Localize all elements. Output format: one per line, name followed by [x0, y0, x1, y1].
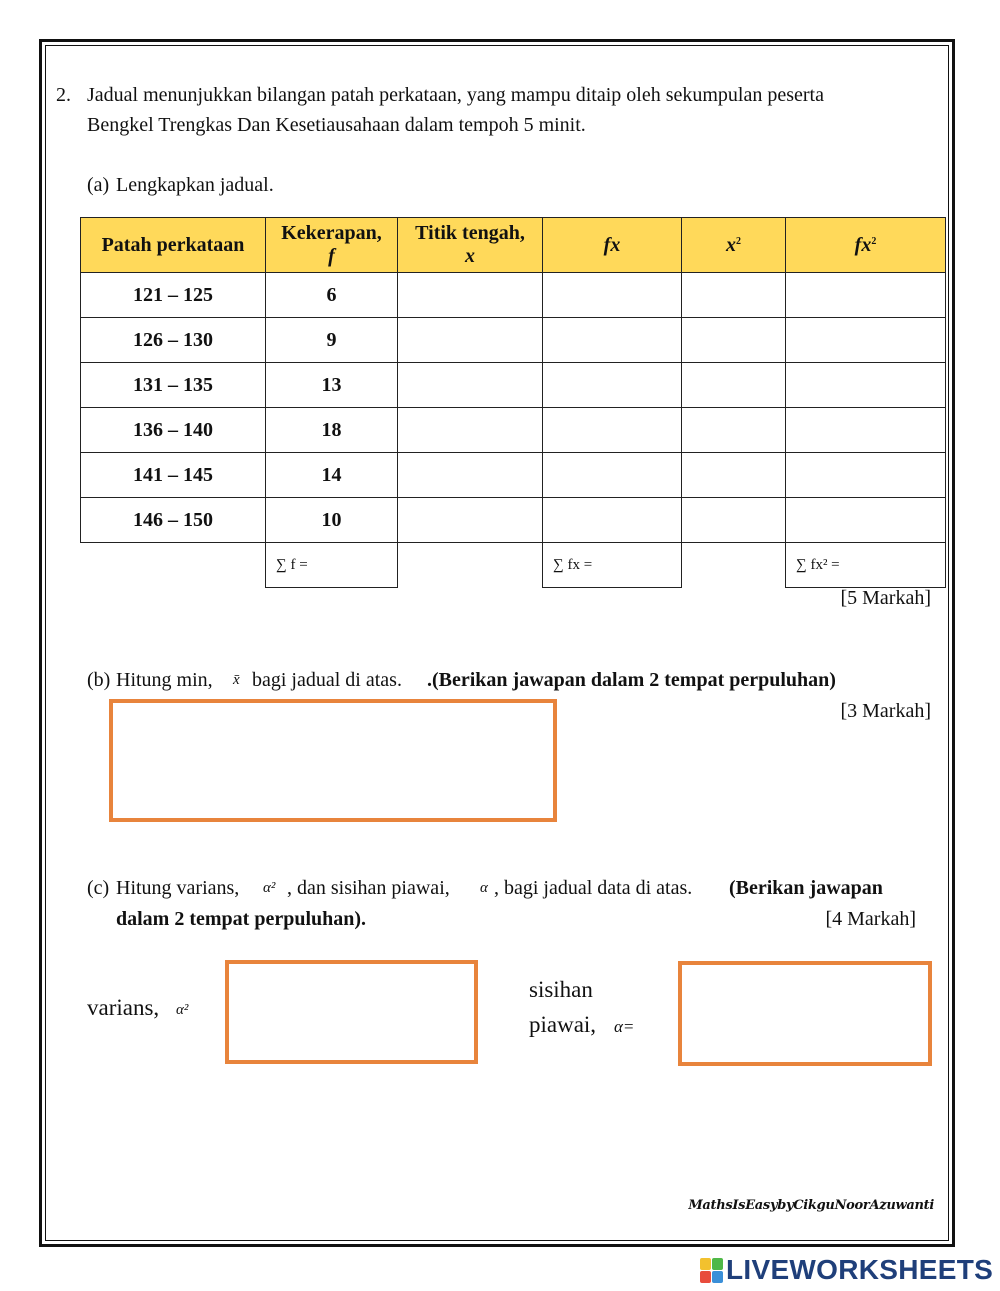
part-c-text2: , dan sisihan piawai,	[287, 877, 450, 899]
variance-symbol: α²	[263, 880, 276, 896]
part-a-marks: [5 Markah]	[840, 587, 931, 609]
mean-answer-box[interactable]	[109, 699, 557, 822]
frequency-cell: 10	[266, 498, 398, 543]
table-row	[81, 363, 946, 408]
part-c-label: (c)	[87, 877, 110, 899]
frequency-table	[80, 217, 946, 588]
fx-input-cell[interactable]	[543, 363, 682, 408]
header-titik-tengah: Titik tengah, x	[398, 218, 543, 273]
author-signature: MathsIsEasybyCikguNoorAzuwanti	[688, 1198, 934, 1213]
x-squared-input-cell[interactable]	[682, 363, 786, 408]
sisihan-label-line1: sisihan	[529, 977, 593, 1002]
empty-cell	[682, 543, 786, 588]
question-number: 2.	[56, 84, 71, 106]
fx-squared-input-cell[interactable]	[786, 453, 946, 498]
question-intro-line1: Jadual menunjukkan bilangan patah perkataan, yang mampu ditaip oleh sekumpulan peserta	[87, 84, 824, 106]
sum-f-cell[interactable]: ∑ f =	[266, 543, 398, 588]
part-b-text-before: Hitung min,	[116, 669, 213, 691]
varians-symbol: α²	[176, 1002, 189, 1018]
liveworksheets-text: LIVEWORKSHEETS	[726, 1254, 994, 1285]
part-b-instruction: .(Berikan jawapan dalam 2 tempat perpuluhan)	[427, 669, 836, 691]
liveworksheets-logo[interactable]	[700, 1255, 993, 1285]
fx-squared-input-cell[interactable]	[786, 408, 946, 453]
midpoint-input-cell[interactable]	[398, 453, 543, 498]
part-c-instruction2: dalam 2 tempat perpuluhan).	[116, 908, 367, 930]
empty-cell	[398, 543, 543, 588]
part-b-text-after: bagi jadual di atas.	[252, 669, 402, 691]
sisihan-symbol: α=	[614, 1017, 635, 1036]
midpoint-input-cell[interactable]	[398, 498, 543, 543]
range-cell: 126 – 130	[81, 318, 266, 363]
range-cell: 121 – 125	[81, 273, 266, 318]
frequency-cell: 13	[266, 363, 398, 408]
table-row	[81, 318, 946, 363]
fx-input-cell[interactable]	[543, 318, 682, 363]
fx-input-cell[interactable]	[543, 408, 682, 453]
table-row	[81, 498, 946, 543]
sum-fx-cell[interactable]: ∑ fx =	[543, 543, 682, 588]
header-kekerapan: Kekerapan, f	[266, 218, 398, 273]
midpoint-input-cell[interactable]	[398, 408, 543, 453]
range-cell: 136 – 140	[81, 408, 266, 453]
fx-squared-input-cell[interactable]	[786, 273, 946, 318]
range-cell: 141 – 145	[81, 453, 266, 498]
sisihan-label-line2: piawai,	[529, 1012, 597, 1037]
x-squared-input-cell[interactable]	[682, 453, 786, 498]
table-sum-row	[81, 543, 946, 588]
fx-input-cell[interactable]	[543, 498, 682, 543]
frequency-cell: 9	[266, 318, 398, 363]
part-c-text1: Hitung varians,	[116, 877, 240, 899]
part-a-label: (a)	[87, 174, 110, 196]
header-fx-squared: $fx^2$	[786, 218, 946, 273]
range-cell: 146 – 150	[81, 498, 266, 543]
frequency-cell: 6	[266, 273, 398, 318]
part-c-instruction1: (Berikan jawapan	[729, 877, 883, 899]
x-squared-input-cell[interactable]	[682, 273, 786, 318]
x-squared-input-cell[interactable]	[682, 318, 786, 363]
fx-squared-input-cell[interactable]	[786, 363, 946, 408]
question-intro-line2: Bengkel Trengkas Dan Kesetiausahaan dalam tempoh 5 minit.	[87, 114, 586, 136]
fx-squared-input-cell[interactable]	[786, 318, 946, 363]
sd-symbol: α	[480, 880, 488, 896]
part-c-marks: [4 Markah]	[825, 908, 916, 930]
empty-cell	[81, 543, 266, 588]
varians-label: varians,	[87, 995, 160, 1020]
header-x-squared: $x^2$	[682, 218, 786, 273]
part-b-label: (b)	[87, 669, 111, 691]
variance-answer-box[interactable]	[225, 960, 478, 1064]
fx-input-cell[interactable]	[543, 453, 682, 498]
part-b-marks: [3 Markah]	[840, 700, 931, 722]
midpoint-input-cell[interactable]	[398, 363, 543, 408]
range-cell: 131 – 135	[81, 363, 266, 408]
table-row	[81, 408, 946, 453]
midpoint-input-cell[interactable]	[398, 318, 543, 363]
part-a-text: Lengkapkan jadual.	[116, 174, 274, 196]
x-squared-input-cell[interactable]	[682, 408, 786, 453]
table-header-row	[81, 218, 946, 273]
frequency-cell: 14	[266, 453, 398, 498]
sum-fx-squared-cell[interactable]: ∑ fx² =	[786, 543, 946, 588]
part-c-text3: , bagi jadual data di atas.	[494, 877, 693, 899]
sd-answer-box[interactable]	[678, 961, 932, 1066]
mean-symbol: x̄	[233, 672, 240, 688]
fx-input-cell[interactable]	[543, 273, 682, 318]
frequency-cell: 18	[266, 408, 398, 453]
table-row	[81, 453, 946, 498]
header-fx: fx	[543, 218, 682, 273]
header-patah-perkataan: Patah perkataan	[81, 218, 266, 273]
fx-squared-input-cell[interactable]	[786, 498, 946, 543]
table-row	[81, 273, 946, 318]
liveworksheets-icon	[700, 1258, 722, 1282]
midpoint-input-cell[interactable]	[398, 273, 543, 318]
x-squared-input-cell[interactable]	[682, 498, 786, 543]
